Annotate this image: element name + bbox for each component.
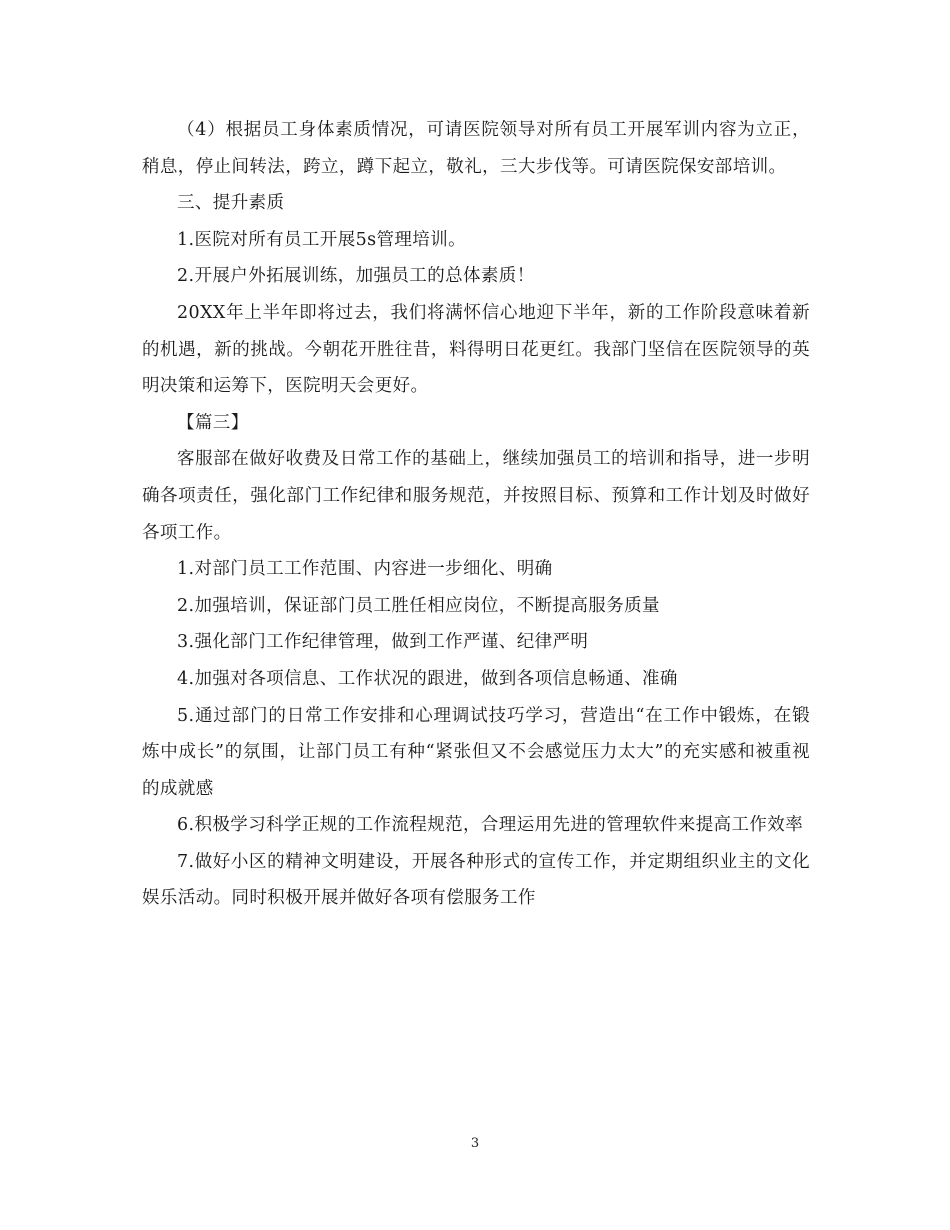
paragraph-closing-remarks: 20XX年上半年即将过去，我们将满怀信心地迎下半年，新的工作阶段意味着新的机遇，新的挑战。今朝花开胜往昔，料得明日花更红。我部门坚信在医院领导的英明决策和运筹下，医院明天会更好。 (142, 302, 810, 397)
list-item-1: 1.对部门员工工作范围、内容进一步细化、明确 (177, 559, 553, 580)
page-number: 3 (470, 1136, 480, 1151)
paragraph-customer-service-intro: 客服部在做好收费及日常工作的基础上，继续加强员工的培训和指导，进一步明确各项责任，强化部门工作纪律和服务规范，并按照目标、预算和工作计划及时做好各项工作。 (142, 449, 810, 543)
list-item-3: 3.强化部门工作纪律管理，做到工作严谨、纪律严明 (177, 632, 589, 653)
list-item-2: 2.加强培训，保证部门员工胜任相应岗位，不断提高服务质量 (177, 595, 660, 616)
list-item-outdoor-training: 2.开展户外拓展训练，加强员工的总体素质！ (177, 266, 535, 287)
section-heading-improve-quality: 三、提升素质 (177, 193, 285, 214)
section-heading-part-three: 【篇三】 (177, 412, 249, 433)
list-item-6: 6.积极学习科学正规的工作流程规范，合理运用先进的管理软件来提高工作效率 (177, 815, 804, 836)
list-item-5: 5.通过部门的日常工作安排和心理调试技巧学习，营造出“在工作中锻炼，在锻炼中成长”的氛围，让部门员工有种“紧张但又不会感觉压力太大”的充实感和被重视的成就感 (142, 705, 810, 799)
document-body (142, 112, 810, 917)
list-item-5s-training: 1.医院对所有员工开展5s管理培训。 (177, 229, 467, 250)
list-item-4: 4.加强对各项信息、工作状况的跟进，做到各项信息畅通、准确 (177, 668, 678, 689)
paragraph-military-training: （4）根据员工身体素质情况，可请医院领导对所有员工开展军训内容为立正，稍息，停止间转法，跨立，蹲下起立，敬礼，三大步伐等。可请医院保安部培训。 (142, 120, 810, 177)
list-item-7: 7.做好小区的精神文明建设，开展各种形式的宣传工作，并定期组织业主的文化娱乐活动。同时积极开展并做好各项有偿服务工作 (142, 851, 810, 909)
